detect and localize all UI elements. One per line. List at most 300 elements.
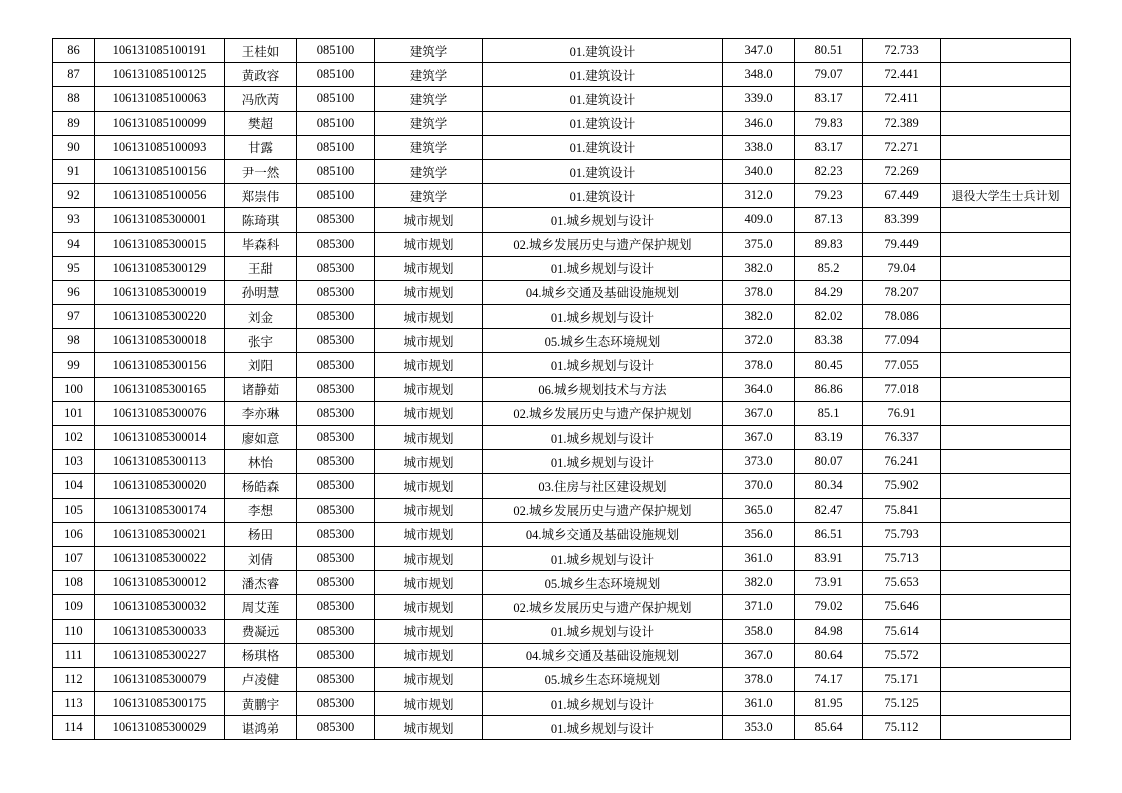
- cell-direction: 02.城乡发展历史与遗产保护规划: [483, 401, 723, 425]
- cell-id: 106131085100063: [95, 87, 225, 111]
- cell-name: 尹一然: [225, 159, 297, 183]
- cell-name: 冯欣苪: [225, 87, 297, 111]
- cell-name: 孙明慧: [225, 280, 297, 304]
- cell-major: 城市规划: [375, 498, 483, 522]
- cell-final: 83.399: [863, 208, 941, 232]
- cell-total: 358.0: [723, 619, 795, 643]
- cell-index: 109: [53, 595, 95, 619]
- cell-major: 城市规划: [375, 595, 483, 619]
- table-row: [53, 692, 1071, 716]
- cell-score2: 81.95: [795, 692, 863, 716]
- cell-score2: 79.23: [795, 184, 863, 208]
- cell-name: 黄鹏宇: [225, 692, 297, 716]
- cell-note: [941, 571, 1071, 595]
- cell-score2: 89.83: [795, 232, 863, 256]
- cell-score2: 85.1: [795, 401, 863, 425]
- cell-index: 96: [53, 280, 95, 304]
- cell-score2: 83.17: [795, 87, 863, 111]
- cell-total: 370.0: [723, 474, 795, 498]
- cell-name: 费凝远: [225, 619, 297, 643]
- cell-name: 毕森科: [225, 232, 297, 256]
- cell-total: 340.0: [723, 159, 795, 183]
- cell-major-code: 085300: [297, 474, 375, 498]
- cell-id: 106131085300012: [95, 571, 225, 595]
- cell-total: 364.0: [723, 377, 795, 401]
- cell-major-code: 085300: [297, 667, 375, 691]
- cell-major-code: 085300: [297, 329, 375, 353]
- cell-name: 卢凌健: [225, 667, 297, 691]
- cell-major: 城市规划: [375, 426, 483, 450]
- cell-major-code: 085100: [297, 184, 375, 208]
- table-row: [53, 39, 1071, 63]
- cell-total: 339.0: [723, 87, 795, 111]
- cell-final: 75.653: [863, 571, 941, 595]
- cell-major-code: 085300: [297, 522, 375, 546]
- table-row: [53, 643, 1071, 667]
- cell-id: 106131085100156: [95, 159, 225, 183]
- cell-note: [941, 643, 1071, 667]
- cell-major-code: 085300: [297, 401, 375, 425]
- cell-major: 城市规划: [375, 619, 483, 643]
- cell-name: 陈琦琪: [225, 208, 297, 232]
- cell-direction: 05.城乡生态环境规划: [483, 329, 723, 353]
- cell-note: [941, 595, 1071, 619]
- cell-name: 刘阳: [225, 353, 297, 377]
- cell-major-code: 085300: [297, 280, 375, 304]
- cell-direction: 05.城乡生态环境规划: [483, 571, 723, 595]
- cell-note: [941, 280, 1071, 304]
- cell-id: 106131085300001: [95, 208, 225, 232]
- cell-major: 城市规划: [375, 546, 483, 570]
- cell-final: 75.614: [863, 619, 941, 643]
- cell-score2: 83.17: [795, 135, 863, 159]
- cell-score2: 83.19: [795, 426, 863, 450]
- cell-total: 367.0: [723, 401, 795, 425]
- cell-score2: 82.02: [795, 305, 863, 329]
- cell-major-code: 085300: [297, 353, 375, 377]
- cell-index: 90: [53, 135, 95, 159]
- cell-major-code: 085300: [297, 208, 375, 232]
- cell-direction: 03.住房与社区建设规划: [483, 474, 723, 498]
- cell-score2: 79.83: [795, 111, 863, 135]
- cell-index: 97: [53, 305, 95, 329]
- table-row: [53, 716, 1071, 740]
- cell-direction: 06.城乡规划技术与方法: [483, 377, 723, 401]
- cell-name: 王甜: [225, 256, 297, 280]
- cell-final: 75.793: [863, 522, 941, 546]
- cell-major-code: 085100: [297, 135, 375, 159]
- cell-index: 88: [53, 87, 95, 111]
- cell-major-code: 085300: [297, 571, 375, 595]
- cell-note: [941, 667, 1071, 691]
- cell-score2: 80.45: [795, 353, 863, 377]
- cell-id: 106131085300020: [95, 474, 225, 498]
- cell-direction: 01.建筑设计: [483, 63, 723, 87]
- cell-final: 77.094: [863, 329, 941, 353]
- table-row: [53, 450, 1071, 474]
- cell-final: 72.389: [863, 111, 941, 135]
- cell-index: 93: [53, 208, 95, 232]
- cell-index: 105: [53, 498, 95, 522]
- cell-major: 城市规划: [375, 643, 483, 667]
- cell-major: 建筑学: [375, 184, 483, 208]
- table-row: [53, 63, 1071, 87]
- cell-note: [941, 619, 1071, 643]
- cell-direction: 01.城乡规划与设计: [483, 619, 723, 643]
- cell-name: 廖如意: [225, 426, 297, 450]
- cell-index: 92: [53, 184, 95, 208]
- cell-major: 城市规划: [375, 667, 483, 691]
- cell-final: 77.055: [863, 353, 941, 377]
- cell-major-code: 085300: [297, 305, 375, 329]
- cell-direction: 01.城乡规划与设计: [483, 692, 723, 716]
- cell-name: 杨皓森: [225, 474, 297, 498]
- table-row: [53, 305, 1071, 329]
- table-row: [53, 353, 1071, 377]
- cell-total: 346.0: [723, 111, 795, 135]
- cell-id: 106131085300076: [95, 401, 225, 425]
- cell-direction: 02.城乡发展历史与遗产保护规划: [483, 498, 723, 522]
- cell-name: 林怡: [225, 450, 297, 474]
- cell-major: 建筑学: [375, 111, 483, 135]
- cell-index: 113: [53, 692, 95, 716]
- cell-total: 347.0: [723, 39, 795, 63]
- cell-direction: 01.建筑设计: [483, 184, 723, 208]
- cell-major-code: 085100: [297, 63, 375, 87]
- cell-major-code: 085300: [297, 498, 375, 522]
- cell-note: [941, 305, 1071, 329]
- cell-score2: 80.64: [795, 643, 863, 667]
- cell-id: 106131085300033: [95, 619, 225, 643]
- cell-final: 77.018: [863, 377, 941, 401]
- table-row: [53, 280, 1071, 304]
- cell-major: 建筑学: [375, 135, 483, 159]
- cell-total: 367.0: [723, 426, 795, 450]
- admission-score-table: [52, 38, 1071, 740]
- cell-index: 98: [53, 329, 95, 353]
- cell-total: 348.0: [723, 63, 795, 87]
- cell-direction: 01.城乡规划与设计: [483, 546, 723, 570]
- cell-id: 106131085300018: [95, 329, 225, 353]
- table-row: [53, 522, 1071, 546]
- table-row: [53, 377, 1071, 401]
- cell-index: 104: [53, 474, 95, 498]
- cell-id: 106131085300029: [95, 716, 225, 740]
- cell-name: 谌鸿弟: [225, 716, 297, 740]
- cell-id: 106131085100191: [95, 39, 225, 63]
- cell-direction: 01.城乡规划与设计: [483, 353, 723, 377]
- cell-final: 75.125: [863, 692, 941, 716]
- cell-note: [941, 474, 1071, 498]
- cell-index: 110: [53, 619, 95, 643]
- table-row: [53, 498, 1071, 522]
- cell-name: 杨田: [225, 522, 297, 546]
- cell-index: 91: [53, 159, 95, 183]
- cell-direction: 02.城乡发展历史与遗产保护规划: [483, 595, 723, 619]
- cell-score2: 85.64: [795, 716, 863, 740]
- cell-total: 409.0: [723, 208, 795, 232]
- cell-final: 78.086: [863, 305, 941, 329]
- cell-total: 371.0: [723, 595, 795, 619]
- cell-final: 79.04: [863, 256, 941, 280]
- cell-score2: 84.98: [795, 619, 863, 643]
- cell-id: 106131085300079: [95, 667, 225, 691]
- cell-index: 108: [53, 571, 95, 595]
- cell-name: 诸静茹: [225, 377, 297, 401]
- cell-major: 城市规划: [375, 329, 483, 353]
- cell-name: 刘倩: [225, 546, 297, 570]
- cell-major-code: 085100: [297, 111, 375, 135]
- cell-final: 78.207: [863, 280, 941, 304]
- table-row: [53, 595, 1071, 619]
- cell-final: 79.449: [863, 232, 941, 256]
- cell-id: 106131085100093: [95, 135, 225, 159]
- cell-id: 106131085300175: [95, 692, 225, 716]
- cell-total: 382.0: [723, 571, 795, 595]
- cell-final: 72.269: [863, 159, 941, 183]
- cell-index: 102: [53, 426, 95, 450]
- cell-total: 353.0: [723, 716, 795, 740]
- cell-major-code: 085300: [297, 716, 375, 740]
- cell-major-code: 085300: [297, 232, 375, 256]
- cell-direction: 04.城乡交通及基础设施规划: [483, 522, 723, 546]
- cell-note: [941, 329, 1071, 353]
- cell-score2: 82.47: [795, 498, 863, 522]
- cell-major: 城市规划: [375, 208, 483, 232]
- cell-index: 94: [53, 232, 95, 256]
- cell-id: 106131085300129: [95, 256, 225, 280]
- table-row: [53, 87, 1071, 111]
- table-row: [53, 111, 1071, 135]
- cell-id: 106131085300021: [95, 522, 225, 546]
- table-row: [53, 329, 1071, 353]
- cell-direction: 04.城乡交通及基础设施规划: [483, 280, 723, 304]
- cell-name: 杨琪格: [225, 643, 297, 667]
- cell-major: 城市规划: [375, 232, 483, 256]
- cell-final: 76.241: [863, 450, 941, 474]
- cell-major: 城市规划: [375, 571, 483, 595]
- cell-total: 378.0: [723, 280, 795, 304]
- table-row: [53, 401, 1071, 425]
- cell-major-code: 085100: [297, 159, 375, 183]
- cell-index: 95: [53, 256, 95, 280]
- cell-total: 373.0: [723, 450, 795, 474]
- cell-name: 樊超: [225, 111, 297, 135]
- cell-id: 106131085300165: [95, 377, 225, 401]
- cell-final: 72.271: [863, 135, 941, 159]
- table-row: [53, 159, 1071, 183]
- table-row: [53, 426, 1071, 450]
- cell-final: 75.841: [863, 498, 941, 522]
- cell-major: 建筑学: [375, 63, 483, 87]
- cell-final: 75.902: [863, 474, 941, 498]
- cell-final: 67.449: [863, 184, 941, 208]
- cell-note: [941, 401, 1071, 425]
- cell-total: 365.0: [723, 498, 795, 522]
- cell-note: [941, 692, 1071, 716]
- cell-note: [941, 63, 1071, 87]
- cell-score2: 80.07: [795, 450, 863, 474]
- cell-major: 城市规划: [375, 401, 483, 425]
- cell-id: 106131085300220: [95, 305, 225, 329]
- cell-major: 城市规划: [375, 716, 483, 740]
- cell-name: 黄政容: [225, 63, 297, 87]
- cell-id: 106131085300113: [95, 450, 225, 474]
- cell-direction: 02.城乡发展历史与遗产保护规划: [483, 232, 723, 256]
- cell-note: [941, 450, 1071, 474]
- cell-id: 106131085100125: [95, 63, 225, 87]
- cell-score2: 82.23: [795, 159, 863, 183]
- table-row: [53, 474, 1071, 498]
- cell-major: 城市规划: [375, 305, 483, 329]
- cell-direction: 01.建筑设计: [483, 39, 723, 63]
- table-row: [53, 546, 1071, 570]
- cell-total: 338.0: [723, 135, 795, 159]
- cell-final: 72.411: [863, 87, 941, 111]
- cell-direction: 01.建筑设计: [483, 159, 723, 183]
- cell-direction: 05.城乡生态环境规划: [483, 667, 723, 691]
- cell-major-code: 085300: [297, 450, 375, 474]
- cell-index: 111: [53, 643, 95, 667]
- cell-name: 郑崇伟: [225, 184, 297, 208]
- cell-final: 76.337: [863, 426, 941, 450]
- cell-index: 114: [53, 716, 95, 740]
- cell-id: 106131085100099: [95, 111, 225, 135]
- cell-final: 75.171: [863, 667, 941, 691]
- cell-major: 城市规划: [375, 522, 483, 546]
- cell-name: 刘金: [225, 305, 297, 329]
- cell-major: 城市规划: [375, 474, 483, 498]
- cell-note: [941, 377, 1071, 401]
- cell-note: [941, 39, 1071, 63]
- cell-total: 361.0: [723, 546, 795, 570]
- cell-index: 107: [53, 546, 95, 570]
- cell-major-code: 085300: [297, 619, 375, 643]
- cell-index: 100: [53, 377, 95, 401]
- cell-index: 89: [53, 111, 95, 135]
- cell-id: 106131085300032: [95, 595, 225, 619]
- cell-id: 106131085300156: [95, 353, 225, 377]
- cell-score2: 84.29: [795, 280, 863, 304]
- cell-id: 106131085300174: [95, 498, 225, 522]
- cell-major: 建筑学: [375, 159, 483, 183]
- cell-final: 76.91: [863, 401, 941, 425]
- cell-score2: 74.17: [795, 667, 863, 691]
- cell-direction: 01.城乡规划与设计: [483, 450, 723, 474]
- cell-note: [941, 498, 1071, 522]
- table-row: [53, 135, 1071, 159]
- cell-score2: 79.02: [795, 595, 863, 619]
- table-row: [53, 208, 1071, 232]
- cell-id: 106131085300022: [95, 546, 225, 570]
- cell-name: 周艾莲: [225, 595, 297, 619]
- cell-note: [941, 135, 1071, 159]
- cell-major: 城市规划: [375, 353, 483, 377]
- cell-note: [941, 111, 1071, 135]
- cell-note: [941, 426, 1071, 450]
- cell-major-code: 085100: [297, 87, 375, 111]
- cell-final: 75.572: [863, 643, 941, 667]
- cell-score2: 86.51: [795, 522, 863, 546]
- table-row: [53, 667, 1071, 691]
- cell-final: 75.713: [863, 546, 941, 570]
- cell-major: 城市规划: [375, 450, 483, 474]
- cell-id: 106131085300019: [95, 280, 225, 304]
- cell-total: 312.0: [723, 184, 795, 208]
- cell-note: [941, 159, 1071, 183]
- cell-index: 99: [53, 353, 95, 377]
- cell-total: 372.0: [723, 329, 795, 353]
- cell-major-code: 085100: [297, 39, 375, 63]
- table-row: [53, 571, 1071, 595]
- cell-direction: 01.建筑设计: [483, 135, 723, 159]
- table-body: [53, 39, 1071, 740]
- cell-direction: 01.建筑设计: [483, 111, 723, 135]
- cell-major: 城市规划: [375, 377, 483, 401]
- cell-score2: 83.91: [795, 546, 863, 570]
- cell-direction: 01.建筑设计: [483, 87, 723, 111]
- cell-id: 106131085300014: [95, 426, 225, 450]
- cell-score2: 79.07: [795, 63, 863, 87]
- cell-total: 375.0: [723, 232, 795, 256]
- cell-name: 潘杰睿: [225, 571, 297, 595]
- cell-index: 106: [53, 522, 95, 546]
- cell-index: 103: [53, 450, 95, 474]
- cell-score2: 80.51: [795, 39, 863, 63]
- cell-direction: 01.城乡规划与设计: [483, 256, 723, 280]
- cell-total: 382.0: [723, 305, 795, 329]
- table-row: [53, 619, 1071, 643]
- cell-score2: 86.86: [795, 377, 863, 401]
- table-row: [53, 256, 1071, 280]
- cell-final: 72.733: [863, 39, 941, 63]
- cell-major: 建筑学: [375, 87, 483, 111]
- cell-direction: 04.城乡交通及基础设施规划: [483, 643, 723, 667]
- cell-id: 106131085300015: [95, 232, 225, 256]
- cell-major: 城市规划: [375, 280, 483, 304]
- cell-note: [941, 232, 1071, 256]
- cell-note: [941, 546, 1071, 570]
- cell-direction: 01.城乡规划与设计: [483, 716, 723, 740]
- cell-index: 86: [53, 39, 95, 63]
- cell-major: 城市规划: [375, 692, 483, 716]
- cell-id: 106131085100056: [95, 184, 225, 208]
- cell-name: 李想: [225, 498, 297, 522]
- cell-direction: 01.城乡规划与设计: [483, 426, 723, 450]
- cell-major-code: 085300: [297, 426, 375, 450]
- cell-major-code: 085300: [297, 692, 375, 716]
- cell-index: 87: [53, 63, 95, 87]
- cell-note: [941, 716, 1071, 740]
- cell-note: [941, 208, 1071, 232]
- table-row: [53, 184, 1071, 208]
- cell-score2: 85.2: [795, 256, 863, 280]
- cell-score2: 80.34: [795, 474, 863, 498]
- cell-id: 106131085300227: [95, 643, 225, 667]
- cell-note: [941, 87, 1071, 111]
- cell-direction: 01.城乡规划与设计: [483, 208, 723, 232]
- cell-index: 101: [53, 401, 95, 425]
- cell-final: 72.441: [863, 63, 941, 87]
- cell-total: 382.0: [723, 256, 795, 280]
- cell-name: 甘露: [225, 135, 297, 159]
- cell-name: 李亦琳: [225, 401, 297, 425]
- cell-total: 367.0: [723, 643, 795, 667]
- cell-note: [941, 256, 1071, 280]
- cell-total: 378.0: [723, 667, 795, 691]
- cell-index: 112: [53, 667, 95, 691]
- cell-score2: 87.13: [795, 208, 863, 232]
